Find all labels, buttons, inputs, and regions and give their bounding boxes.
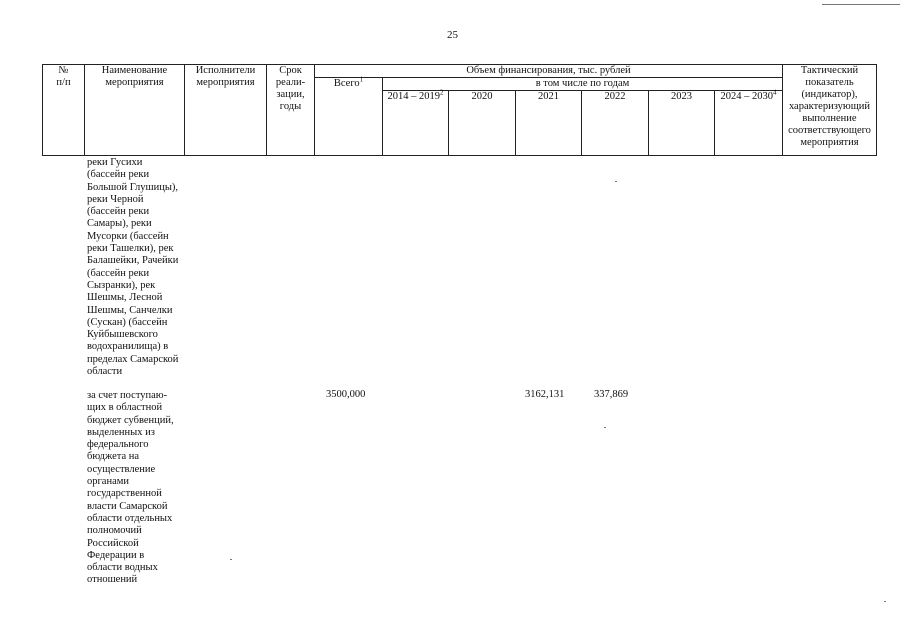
header-indicator: Тактический показатель (индикатор), характеризующий выполнение соответствующего мероприятия: [783, 65, 877, 156]
funding-table-header: [42, 64, 877, 156]
row-2021-value: 3162,131: [525, 389, 565, 400]
header-year-2023: 2023: [649, 91, 715, 156]
row-total-value: 3500,000: [326, 389, 366, 400]
header-year-2021: 2021: [516, 91, 582, 156]
header-year-2014-2019: 2014 – 2019$^2$: [383, 91, 449, 156]
header-term: Срок реали- зации, годы: [267, 65, 315, 156]
top-rule: [822, 4, 900, 5]
event-name-subventions: за счет поступаю- щих в областной бюджет субвенций, выделенных из федерального бюджета на осуществление органами государственной власти Самарской области отдельных полномочий Российской Федерации в области водных отношений: [87, 390, 174, 586]
header-by-years: в том числе по годам: [383, 78, 783, 91]
header-funding-volume: Объем финансирования, тыс. рублей: [315, 65, 783, 78]
scan-speck: [230, 559, 232, 560]
page-number: 25: [447, 29, 458, 41]
header-year-2024-2030: 2024 – 2030$^4$: [715, 91, 783, 156]
scan-speck: [604, 427, 606, 428]
header-number: № п/п: [43, 65, 85, 156]
header-year-2022: 2022: [582, 91, 649, 156]
header-executors: Исполнители мероприятия: [185, 65, 267, 156]
header-event-name: Наименование мероприятия: [85, 65, 185, 156]
event-name-rivers: реки Гусихи (бассейн реки Большой Глушицы), реки Черной (бассейн реки Самары), реки Мусорки (бассейн реки Ташелки), рек Балашейки, Рачейки (бассейн реки Сызранки), рек Шешмы, Лесной Шешмы, Санчелки (Сускан) (бассейн Куйбышевского водохранилища) в пределах Самарской области: [87, 157, 179, 378]
scan-speck: [615, 181, 617, 182]
row-2022-value: 337,869: [594, 389, 629, 400]
header-year-2020: 2020: [449, 91, 516, 156]
scan-speck: [884, 601, 886, 602]
header-total: Всего$^1$: [315, 78, 383, 156]
